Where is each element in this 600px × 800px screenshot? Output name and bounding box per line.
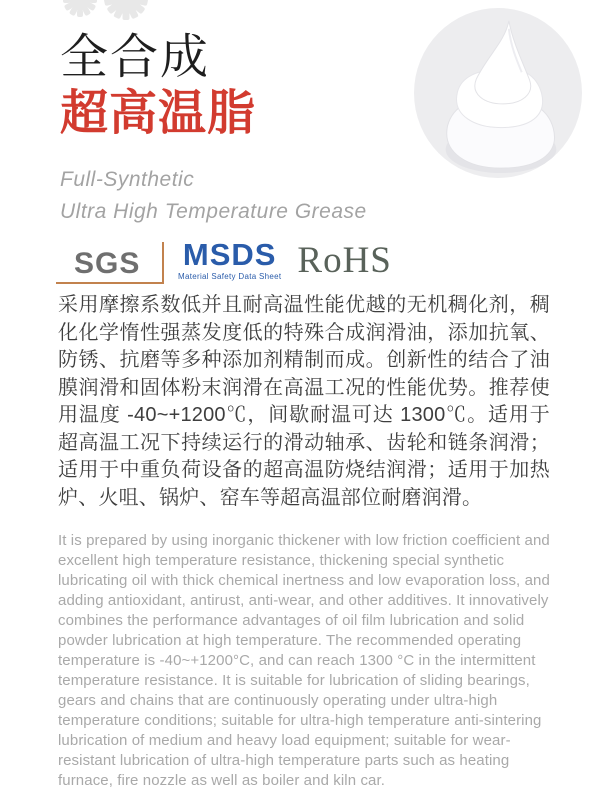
msds-caption: Material Safety Data Sheet [178,272,282,281]
sgs-label: SGS [74,247,141,280]
product-title-cn-line1: 全合成 [60,31,211,84]
product-photo [414,8,582,178]
title-block [60,30,256,142]
sgs-logo [62,238,164,284]
description-english: It is prepared by using inorganic thickener with low friction coefficient and excellent high temperature resistance, thickening special synthetic lubricating oil with thick chemical inertness and low evaporation loss, and adding antioxidant, antirust, anti-wear, and other additives. It innovatively combines the performance advantages of oil film lubrication and solid powder lubrication at high temperature. The recommended operating temperature is -40~+1200°C, and can reach 1300 °C in the intermittent temperature resistance. It is suitable for lubrication of sliding bearings, gears and chains that are continuously operating under ultra-high temperature conditions; suitable for ultra-high temperature anti-sintering lubrication of medium and heavy load equipment; suitable for wear-resistant lubrication of ultra-high temperature parts such as heating furnace, fire nozzle as well as boiler and kiln car. [58,532,550,789]
product-title-cn-line2: 超高温脂 [60,87,257,140]
rohs-logo: RoHS [297,240,392,281]
gears-decoration-icon [52,0,172,32]
msds-label: MSDS [182,237,277,272]
msds-logo [178,238,281,284]
certification-row [62,238,392,284]
sgs-underline [56,282,164,284]
subtitle-line1: Full-Synthetic [60,168,195,191]
grease-swirl-image [414,8,582,178]
product-subtitle-en [60,164,367,228]
description-chinese: 采用摩擦系数低并且耐高温性能优越的无机稠化剂，稠化化学惰性强蒸发度低的特殊合成润滑油，添加抗氧、防锈、抗磨等多种添加剂精制而成。创新性的结合了油膜润滑和固体粉末润滑在高温工况的性能优势。推荐使用温度 -40~+1200℃，间歇耐温可达 1300℃。适用于超高温工况下持续运行的滑动轴承、齿轮和链条润滑；适用于中重负荷设备的超高温防烧结润滑；适用于加热炉、火咀、锅炉、窑车等超高温部位耐磨润滑。 [58,294,550,509]
subtitle-line2: Ultra High Temperature Grease [60,200,367,223]
sgs-vertical-line [162,242,164,284]
